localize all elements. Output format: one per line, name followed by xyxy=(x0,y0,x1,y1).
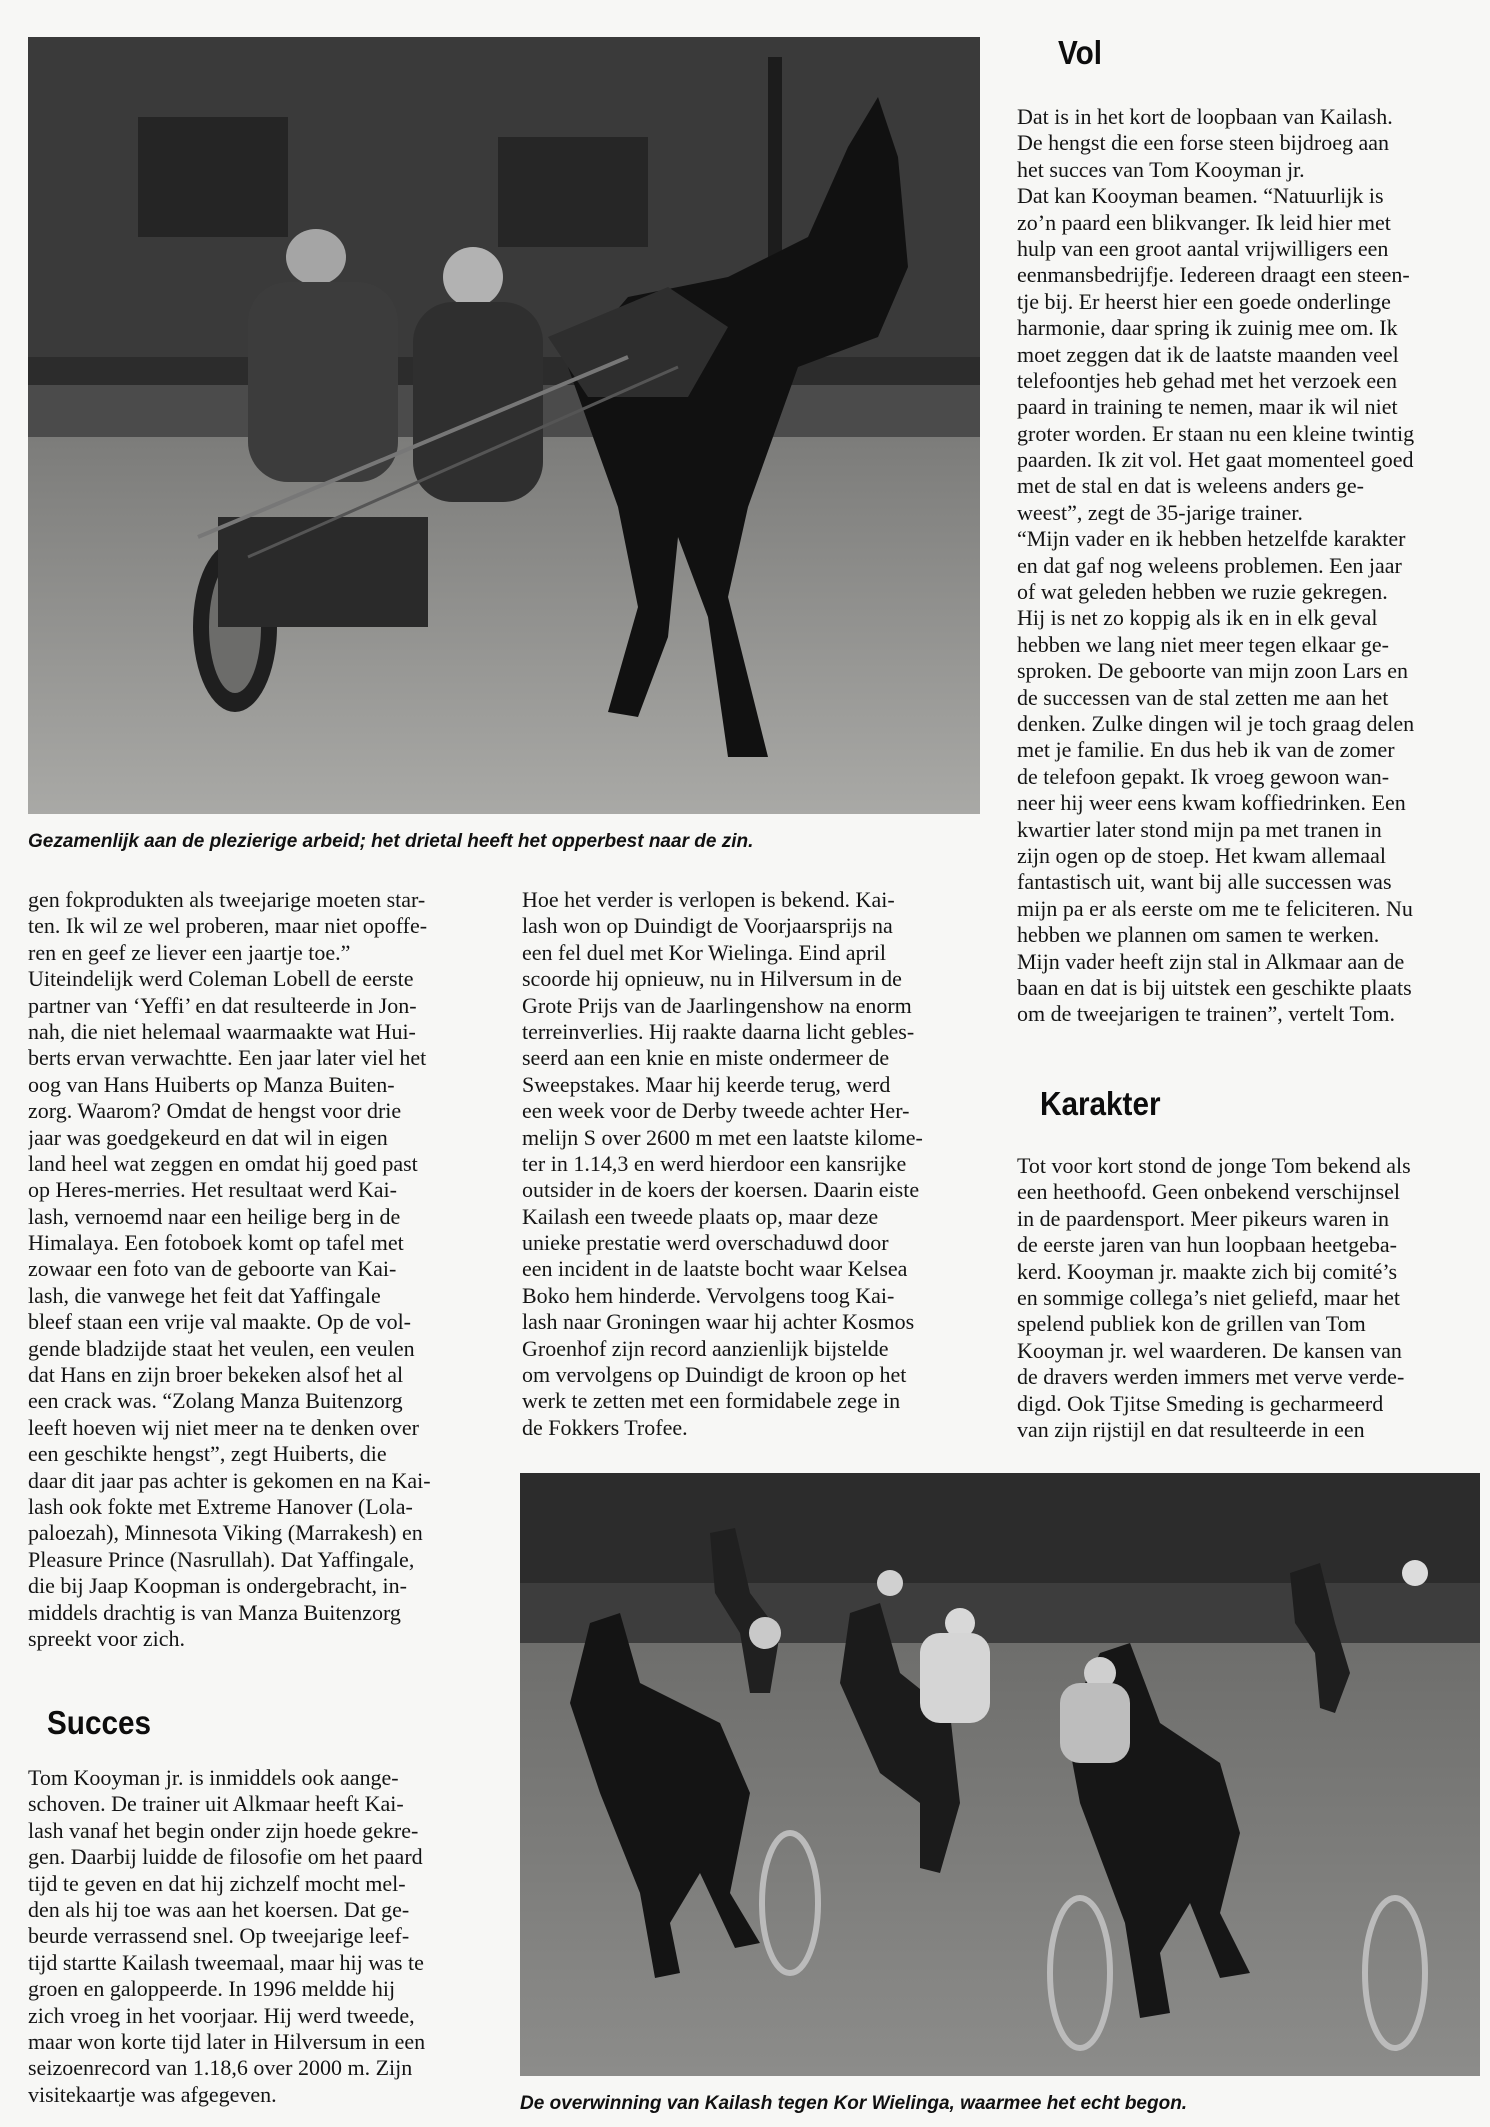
column-1-line: Uiteindelijk werd Coleman Lobell de eerste xyxy=(28,966,414,992)
column-1-succes-line: maar won korte tijd later in Hilversum in een xyxy=(28,2028,426,2054)
column-1-line: lash ook fokte met Extreme Hanover (Lola- xyxy=(28,1493,413,1519)
column-3-line: groter worden. Er staan nu een kleine twintig xyxy=(1017,420,1415,446)
photo-caption-bottom: De overwinning van Kailash tegen Kor Wielinga, waarmee het echt begon. xyxy=(520,2093,1188,2114)
column-1-succes-text xyxy=(28,1765,498,2108)
column-1-succes-line: lash vanaf het begin onder zijn hoede gekre- xyxy=(28,1817,419,1843)
column-1-line: ren en geef ze liever een jaartje toe.” xyxy=(28,939,351,965)
column-1-line: een crack was. “Zolang Manza Buitenzorg xyxy=(28,1388,403,1414)
column-1-succes-line: beurde verrassend snel. Op tweejarige leef- xyxy=(28,1923,410,1949)
column-1-succes-line: tijd startte Kailash tweemaal, maar hij was te xyxy=(28,1949,424,1975)
column-3-line: en dat gaf nog weleens problemen. Een jaar xyxy=(1017,552,1402,578)
column-2-line: Hoe het verder is verlopen is bekend. Kai- xyxy=(522,887,895,912)
column-3-line: paarden. Ik zit vol. Het gaat momenteel goed xyxy=(1017,447,1414,473)
column-1-line: berts ervan verwachtte. Een jaar later viel het xyxy=(28,1045,427,1071)
column-3-karakter-line: in de paardensport. Meer pikeurs waren in xyxy=(1017,1205,1390,1231)
column-1-line: daar dit jaar pas achter is gekomen en na Kai- xyxy=(28,1467,431,1493)
column-3-line: mijn pa er als eerste om me te feliciteren. Nu xyxy=(1017,895,1413,921)
column-3-karakter-line: Tot voor kort stond de jonge Tom bekend als xyxy=(1017,1153,1411,1178)
column-3-line: moet zeggen dat ik de laatste maanden veel xyxy=(1017,341,1399,367)
column-2-line: om vervolgens op Duindigt de kroon op het xyxy=(522,1362,907,1388)
column-3-line: telefoontjes heb gehad met het verzoek een xyxy=(1017,367,1397,393)
column-2-line: unieke prestatie werd overschaduwd door xyxy=(522,1230,889,1256)
column-2-line: terreinverlies. Hij raakte daarna licht gebles- xyxy=(522,1018,915,1044)
column-1-succes-line: zich vroeg in het voorjaar. Hij werd tweede, xyxy=(28,2002,415,2028)
column-3-line: hebben we lang niet meer tegen elkaar ge- xyxy=(1017,631,1389,657)
column-3-karakter-line: de eerste jaren van hun loopbaan heetgeba- xyxy=(1017,1232,1397,1258)
column-2-line: een fel duel met Kor Wielinga. Eind april xyxy=(522,939,887,965)
column-1-line: die bij Jaap Koopman is ondergebracht, in- xyxy=(28,1573,407,1599)
column-3-line: zijn ogen op de stoep. Het kwam allemaal xyxy=(1017,842,1386,868)
column-3-line: paard in training te nemen, maar ik wil niet xyxy=(1017,394,1398,420)
column-1-line: een geschikte hengst”, zegt Huiberts, die xyxy=(28,1441,387,1467)
column-1-succes-line: seizoenrecord van 1.18,6 over 2000 m. Zijn xyxy=(28,2055,413,2081)
column-3 xyxy=(1017,104,1487,1028)
column-1 xyxy=(28,887,498,1652)
photo-sulky-training-graphic xyxy=(28,37,980,814)
column-2-text xyxy=(522,887,992,1441)
column-2-line: melijn S over 2600 m met een laatste kilome- xyxy=(522,1124,923,1150)
column-1-line: bleef staan een vrije val maakte. Op de vol- xyxy=(28,1309,412,1335)
column-2-line: werk te zetten met een formidabele zege in xyxy=(522,1388,901,1414)
column-3-line: hulp van een groot aantal vrijwilligers een xyxy=(1017,235,1389,261)
column-3-line: sproken. De geboorte van mijn zoon Lars en xyxy=(1017,658,1408,684)
column-1-succes-line: gen. Daarbij luidde de filosofie om het paard xyxy=(28,1844,423,1870)
column-3-line: Hij is net zo koppig als ik en in elk geval xyxy=(1017,605,1378,631)
column-3-karakter-text xyxy=(1017,1153,1487,1443)
column-1-line: nah, die niet helemaal waarmaakte wat Hui- xyxy=(28,1018,416,1044)
column-1-line: lash, die vanwege het feit dat Yaffingale xyxy=(28,1282,381,1308)
column-1-line: oog van Hans Huiberts op Manza Buiten- xyxy=(28,1071,395,1097)
column-3-line: tje bij. Er heerst hier een goede onderlinge xyxy=(1017,288,1391,314)
column-3-line: de successen van de stal zetten me aan het xyxy=(1017,684,1389,710)
column-2-line: een incident in de laatste bocht waar Kelsea xyxy=(522,1256,908,1282)
column-3-line: baan en dat is bij uitstek een geschikte plaats xyxy=(1017,974,1412,1000)
column-1-line: op Heres-merries. Het resultaat werd Kai- xyxy=(28,1177,397,1203)
section-heading-vol: Vol xyxy=(1058,34,1103,71)
column-2-line: seerd aan een knie en miste ondermeer de xyxy=(522,1045,890,1071)
column-3-line: weest”, zegt de 35-jarige trainer. xyxy=(1017,499,1303,525)
column-1-line: ten. Ik wil ze wel proberen, maar niet opoffe- xyxy=(28,913,428,939)
column-1-line: land heel wat zeggen en omdat hij goed past xyxy=(28,1150,418,1176)
column-1-succes xyxy=(28,1765,498,2108)
photo-caption-top: Gezamenlijk aan de plezierige arbeid; het drietal heeft het opperbest naar de zin. xyxy=(28,831,754,852)
column-3-line: harmonie, daar spring ik zuinig mee om. Ik xyxy=(1017,315,1398,341)
photo-race-graphic xyxy=(520,1473,1480,2076)
column-3-line: denken. Zulke dingen wil je toch graag delen xyxy=(1017,710,1415,736)
column-3-line: of wat geleden hebben we ruzie gekregen. xyxy=(1017,579,1388,605)
column-1-line: Pleasure Prince (Nasrullah). Dat Yaffingale, xyxy=(28,1546,415,1572)
column-3-karakter-line: spelend publiek kon de grillen van Tom xyxy=(1017,1311,1366,1337)
column-1-succes-line: schoven. De trainer uit Alkmaar heeft Kai- xyxy=(28,1791,404,1817)
column-3-line: eenmansbedrijfje. Iedereen draagt een steen- xyxy=(1017,262,1410,288)
column-3-line: met de stal en dat is weleens anders ge- xyxy=(1017,473,1364,499)
column-3-line: Dat is in het kort de loopbaan van Kailash. xyxy=(1017,104,1393,129)
column-1-succes-line: groen en galoppeerde. In 1996 meldde hij xyxy=(28,1976,396,2002)
column-1-line: leeft hoeven wij niet meer na te denken over xyxy=(28,1414,419,1440)
column-2-line: Grote Prijs van de Jaarlingenshow na enorm xyxy=(522,992,912,1018)
column-1-line: partner van ‘Yeffi’ en dat resulteerde in Jon- xyxy=(28,992,417,1018)
column-1-succes-line: tijd te geven en dat hij zichzelf mocht mel- xyxy=(28,1870,406,1896)
column-3-line: Dat kan Kooyman beamen. “Natuurlijk is xyxy=(1017,183,1384,209)
column-2-line: scoorde hij opnieuw, nu in Hilversum in de xyxy=(522,966,902,992)
column-3-line: hebben we plannen om samen te werken. xyxy=(1017,922,1380,948)
column-1-line: paloezah), Minnesota Viking (Marrakesh) en xyxy=(28,1520,423,1546)
column-2 xyxy=(522,887,992,1441)
column-3-karakter-line: digd. Ook Tjitse Smeding is gecharmeerd xyxy=(1017,1390,1384,1416)
column-3-text xyxy=(1017,104,1487,1028)
photo-race xyxy=(520,1473,1480,2076)
column-2-line: Groenhof zijn record aanzienlijk bijstelde xyxy=(522,1335,889,1361)
column-3-karakter-line: en sommige collega’s niet geliefd, maar het xyxy=(1017,1284,1401,1310)
column-3-karakter-line: de dravers werden immers met verve verde- xyxy=(1017,1364,1405,1390)
column-2-line: outsider in de koers der koersen. Daarin eiste xyxy=(522,1177,920,1203)
column-2-line: lash naar Groningen waar hij achter Kosmos xyxy=(522,1309,915,1335)
column-1-line: lash, vernoemd naar een heilige berg in de xyxy=(28,1203,401,1229)
column-1-succes-line: visitekaartje was afgegeven. xyxy=(28,2081,277,2107)
column-3-line: de telefoon gepakt. Ik vroeg gewoon wan- xyxy=(1017,763,1390,789)
column-1-succes-line: Tom Kooyman jr. is inmiddels ook aange- xyxy=(28,1765,399,1790)
column-3-line: “Mijn vader en ik hebben hetzelfde karakter xyxy=(1017,526,1406,552)
column-3-karakter-line: van zijn rijstijl en dat resulteerde in een xyxy=(1017,1416,1365,1442)
column-1-line: zowaar een foto van de geboorte van Kai- xyxy=(28,1256,397,1282)
column-2-line: Boko hem hinderde. Vervolgens toog Kai- xyxy=(522,1282,895,1308)
column-2-line: een week voor de Derby tweede achter Her- xyxy=(522,1098,910,1124)
column-3-line: met je familie. En dus heb ik van de zomer xyxy=(1017,737,1395,763)
column-1-line: middels drachtig is van Manza Buitenzorg xyxy=(28,1599,401,1625)
column-1-line: gen fokprodukten als tweejarige moeten star- xyxy=(28,887,426,912)
column-3-line: De hengst die een forse steen bijdroeg aan xyxy=(1017,130,1390,156)
column-3-line: fantastisch uit, want bij alle successen was xyxy=(1017,869,1392,895)
photo-sulky-training xyxy=(28,37,980,814)
column-3-karakter-line: kerd. Kooyman jr. maakte zich bij comité’s xyxy=(1017,1258,1398,1284)
column-3-line: neer hij weer eens kwam koffiedrinken. Een xyxy=(1017,790,1406,816)
column-2-line: lash won op Duindigt de Voorjaarsprijs na xyxy=(522,913,893,939)
column-3-karakter-line: een heethoofd. Geen onbekend verschijnsel xyxy=(1017,1179,1401,1205)
column-1-line: jaar was goedgekeurd en dat wil in eigen xyxy=(28,1124,388,1150)
column-2-line: de Fokkers Trofee. xyxy=(522,1414,688,1440)
column-3-line: het succes van Tom Kooyman jr. xyxy=(1017,156,1305,182)
section-heading-succes: Succes xyxy=(47,1704,152,1741)
column-3-line: zo’n paard een blikvanger. Ik leid hier met xyxy=(1017,209,1391,235)
column-1-text xyxy=(28,887,498,1652)
column-1-succes-line: den als hij toe was aan het koersen. Dat ge- xyxy=(28,1896,410,1922)
column-1-line: Himalaya. Een fotoboek komt op tafel met xyxy=(28,1230,404,1256)
column-1-line: zorg. Waarom? Omdat de hengst voor drie xyxy=(28,1098,402,1124)
column-3-karakter xyxy=(1017,1153,1487,1443)
column-2-line: ter in 1.14,3 en werd hierdoor een kansrijke xyxy=(522,1150,907,1176)
column-2-line: Sweepstakes. Maar hij keerde terug, werd xyxy=(522,1071,891,1097)
column-1-line: gende bladzijde staat het veulen, een veulen xyxy=(28,1335,415,1361)
column-3-line: Mijn vader heeft zijn stal in Alkmaar aan de xyxy=(1017,948,1405,974)
column-1-line: dat Hans en zijn broer bekeken alsof het al xyxy=(28,1362,404,1388)
column-1-line: spreekt voor zich. xyxy=(28,1625,185,1651)
column-3-line: om de tweejarigen te trainen”, vertelt Tom. xyxy=(1017,1001,1396,1027)
section-heading-karakter: Karakter xyxy=(1040,1085,1161,1122)
column-3-line: kwartier later stond mijn pa met tranen in xyxy=(1017,816,1382,842)
column-3-karakter-line: Kooyman jr. wel waarderen. De kansen van xyxy=(1017,1337,1402,1363)
column-2-line: Kailash een tweede plaats op, maar deze xyxy=(522,1203,879,1229)
